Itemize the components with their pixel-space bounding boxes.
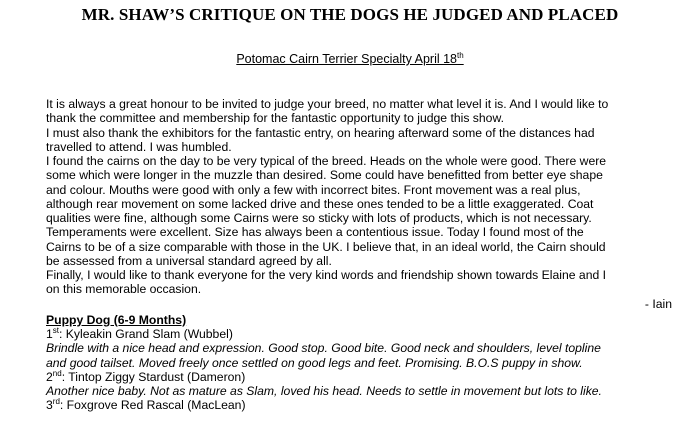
dog-name: : Foxgrove Red Rascal (MacLean) (59, 398, 246, 413)
placement-line (46, 327, 676, 341)
intro-line: on this memorable occasion. (46, 282, 202, 297)
section-heading: Puppy Dog (6-9 Months) (46, 312, 187, 327)
placement-number: 3 (46, 398, 53, 413)
intro-line: thank the committee and membership for the fantastic opportunity to judge this show. (46, 111, 504, 126)
intro-line: and colour. Mouths were good with only a few with incorrect bites. Front movement was a real plus, (46, 182, 581, 197)
signature-line (46, 297, 676, 311)
critique-body (46, 97, 676, 413)
page-title: MR. SHAW’S CRITIQUE ON THE DOGS HE JUDGED AND PLACED (81, 5, 619, 24)
intro-line: although rear movement on some lacked drive and these ones tended to be a little exaggerated. Coat (46, 196, 594, 211)
intro-paragraphs (46, 97, 676, 297)
intro-line: travelled to attend. I was humbled. (46, 139, 232, 154)
event-subtitle (0, 52, 700, 66)
intro-line: qualities were fine, although some Cairns were so sticky with lots of products, which is not necessary. (46, 211, 592, 225)
critique-line: Brindle with a nice head and expression. Good stop. Good bite. Good neck and shoulders, level topline (46, 341, 601, 356)
critique-line: and good tailset. Moved freely once settled on good legs and feet. Promising. B.O.S puppy in show. (46, 355, 583, 370)
placement-first (46, 327, 676, 370)
event-subtitle-text: Potomac Cairn Terrier Specialty April 18 (236, 52, 458, 66)
placement-number: 1 (46, 327, 53, 341)
placement-line (46, 398, 676, 412)
intro-line: Temperaments were excellent. Size has always been a contentious issue. Today I found most of the (46, 225, 584, 240)
placement-second (46, 370, 676, 399)
intro-line: It is always a great honour to be invited to judge your breed, no matter what level it is. And I would like to (46, 97, 609, 111)
intro-line: some which were longer in the muzzle than desired. Some could have benefitted from better eye shape (46, 168, 603, 183)
placement-suffix: rd (52, 397, 60, 407)
placement-line (46, 370, 676, 384)
intro-line: I found the cairns on the day to be very typical of the breed. Heads on the whole were good. There were (46, 154, 607, 168)
intro-line: I must also thank the exhibitors for the fantastic entry, on hearing afterward some of the distances had (46, 125, 595, 140)
intro-line: Cairns to be of a size comparable with those in the UK. I believe that, in an ideal world, the Cairn should (46, 239, 606, 254)
placement-third (46, 398, 676, 412)
event-subtitle-suffix: th (457, 50, 464, 60)
critique-line: Another nice baby. Not as mature as Slam, loved his head. Needs to settle in movement but lots to like. (46, 384, 602, 398)
intro-line: Finally, I would like to thank everyone for the very kind words and friendship shown towards Elaine and I (46, 268, 607, 282)
placement-suffix: st (52, 325, 60, 335)
dog-name: : Tintop Ziggy Stardust (Dameron) (61, 369, 246, 384)
signature: - Iain (644, 296, 672, 311)
dog-name: : Kyleakin Grand Slam (Wubbel) (59, 327, 233, 341)
intro-line: be assessed from a universal standard agreed by all. (46, 253, 332, 268)
placement-number: 2 (46, 369, 53, 384)
placement-suffix: nd (52, 368, 62, 378)
